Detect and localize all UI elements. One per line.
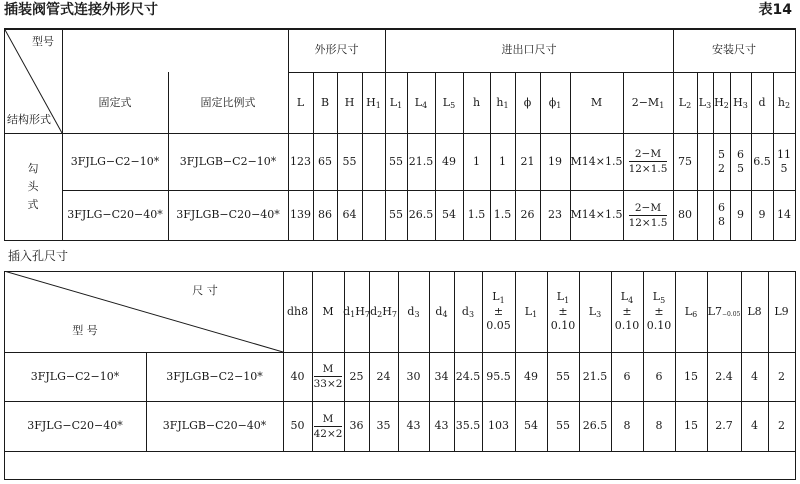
cell-H2: 5 2: [718, 147, 725, 175]
cell-d2H7: 24: [376, 369, 391, 383]
cell-d: 9: [758, 208, 766, 221]
cell-L4: 26.5: [408, 208, 434, 221]
cell-ratio-model: 3FJLGB−C20−40*: [176, 208, 280, 221]
header-H1: H 1: [366, 95, 381, 110]
cell-L8: 4: [751, 419, 758, 432]
header-L9: L9: [774, 304, 789, 318]
cell-L8: 4: [751, 369, 758, 383]
header-H: H: [344, 95, 355, 109]
header-d: d: [758, 95, 766, 109]
cell-fixed-model: 3FJLG−C20−40*: [27, 419, 123, 432]
cell-L1-tol-005: 95.5: [486, 369, 511, 383]
cell-M: M14×1.5: [570, 154, 623, 168]
cell-M: M14×1.5: [570, 208, 623, 221]
cell-L4: 6: [623, 369, 631, 383]
cell-L3: 21.5: [582, 369, 608, 383]
cell-L5: 54: [442, 208, 456, 221]
header-L1: L 1: [524, 304, 538, 319]
cell-M: $\frac{M}{42\times 2}$: [313, 412, 343, 440]
header-M: M: [322, 304, 334, 318]
header-2-M1: 2−M 1: [631, 95, 665, 110]
header-d4: d 4: [435, 304, 448, 319]
cell-L5: 6: [655, 369, 663, 383]
group-install-dims: 安装尺寸: [712, 43, 756, 56]
cell-ratio-model: 3FJLGB−C2−10*: [166, 369, 263, 383]
cell-h: 1.5: [467, 208, 486, 221]
header-L3: L 3: [698, 95, 712, 110]
header-dh8: dh8: [286, 304, 309, 318]
header-h1: h 1: [496, 95, 509, 110]
header-d2H7: d 2 H 7: [370, 304, 397, 319]
cell-h2: 11 5: [777, 147, 791, 175]
header-fixed-ratio-type: 固定比例式: [200, 95, 256, 109]
header-L6: L 6: [684, 304, 698, 319]
header-h2: h 2: [777, 95, 791, 110]
header-L1: L 1: [389, 95, 403, 110]
structure-type-hook: 勾 头 式: [27, 161, 39, 211]
cell-d4: 34: [434, 369, 449, 383]
header-d1H7: d 1 H 7: [343, 304, 370, 319]
cell-d1H7: 25: [349, 369, 364, 383]
cell-2-M1: $\frac{2-M}{12\times 1.5}$: [628, 201, 668, 229]
cell-phi1: 19: [548, 154, 562, 168]
page-title: 插装阀管式连接外形尺寸: [4, 2, 158, 18]
corner-diagonal: [4, 271, 283, 352]
cell-fixed-model: 3FJLG−C20−40*: [67, 208, 163, 221]
cell-L1-tol-010: 55: [556, 419, 570, 432]
cell-ratio-model: 3FJLGB−C2−10*: [179, 154, 277, 168]
cell-2-M1: $\frac{2-M}{12\times 1.5}$: [628, 148, 668, 175]
cell-L1-tol-005: 103: [488, 419, 509, 432]
cell-h1: 1: [499, 154, 506, 168]
cell-H3: 6 5: [737, 147, 744, 175]
cell-H: 55: [342, 154, 357, 168]
cell-phi: 26: [520, 208, 535, 221]
header-d5: d 3: [461, 304, 475, 319]
header-h: h: [472, 95, 481, 109]
cell-fixed-model: 3FJLG−C2−10*: [30, 369, 120, 383]
header-L2: L 2: [678, 95, 692, 110]
header-L1-tol-005: $L_1$ ± 0.05: [486, 290, 511, 332]
section-insert-hole-title: 插入孔尺寸: [8, 249, 69, 263]
cell-L7: 2.7: [715, 419, 733, 432]
cell-L5: 8: [655, 419, 663, 432]
cell-B: 65: [318, 154, 332, 168]
header-d3: d 3: [407, 304, 420, 319]
header-L8: L8: [747, 304, 762, 318]
cell-h2: 14: [777, 208, 791, 221]
corner-model-label: 型号: [32, 35, 54, 48]
cell-d5: 35.5: [455, 419, 481, 432]
table-number: 表14: [758, 2, 792, 18]
cell-L4: 8: [623, 419, 631, 432]
cell-d: 6.5: [753, 154, 771, 168]
cell-ratio-model: 3FJLGB−C20−40*: [162, 419, 267, 432]
header-L7: L7 −0.05: [707, 304, 741, 318]
header-L5: $L_5$ ± 0.10: [646, 290, 672, 332]
header-L: L: [296, 95, 305, 109]
header-L1-tol-010: $L_1$ ± 0.10: [550, 290, 576, 332]
header-M: M: [590, 95, 603, 109]
cell-L: 139: [290, 208, 311, 221]
cell-L1: 54: [524, 419, 538, 432]
cell-d2H7: 35: [376, 419, 391, 432]
header-H3: H 3: [733, 95, 748, 110]
corner-model-label: 型 号: [72, 324, 98, 337]
cell-L1: 55: [389, 154, 403, 168]
cell-dh8: 40: [290, 369, 305, 383]
header-B: B: [320, 95, 330, 109]
cell-d3: 43: [406, 419, 421, 432]
cell-d3: 30: [406, 369, 421, 383]
cell-H2: 6 8: [718, 201, 725, 228]
cell-L9: 2: [778, 369, 785, 383]
cell-H1: [362, 133, 385, 190]
header-H2: H 2: [714, 95, 729, 110]
cell-d5: 24.5: [455, 369, 481, 383]
header-phi: ϕ: [523, 95, 532, 109]
cell-H3: 9: [737, 208, 744, 221]
cell-L9: 2: [778, 419, 785, 432]
corner-structure-label: 结构形式: [7, 113, 51, 126]
cell-phi1: 23: [548, 208, 562, 221]
cell-L1: 49: [524, 369, 538, 383]
cell-B: 86: [318, 208, 332, 221]
header-L4: L 4: [414, 95, 428, 110]
cell-d1H7: 36: [349, 419, 364, 432]
cell-L3: 26.5: [582, 419, 608, 432]
group-outline-dims: 外形尺寸: [314, 43, 359, 56]
cell-fixed-model: 3FJLG−C2−10*: [70, 154, 160, 168]
cell-H1: [362, 190, 385, 240]
cell-d4: 43: [434, 419, 449, 432]
cell-L3: [697, 190, 713, 240]
cell-L4: 21.5: [408, 154, 434, 168]
group-port-dims: 进出口尺寸: [501, 43, 557, 56]
header-fixed-type: 固定式: [98, 95, 132, 109]
cell-h1: 1.5: [493, 208, 512, 221]
cell-L: 123: [290, 154, 311, 168]
header-phi1: ϕ 1: [548, 95, 562, 110]
cell-M: $\frac{M}{33\times 2}$: [313, 363, 343, 390]
cell-L1-tol-010: 55: [556, 369, 570, 383]
cell-h: 1: [473, 154, 480, 168]
cell-dh8: 50: [290, 419, 305, 432]
cell-H: 64: [342, 208, 357, 221]
header-L3: L 3: [588, 304, 602, 319]
cell-L5: 49: [442, 154, 456, 168]
cell-L7: 2.4: [715, 369, 733, 383]
header-L5: L 5: [442, 95, 456, 110]
cell-L6: 15: [684, 369, 698, 383]
cell-L6: 15: [684, 419, 698, 432]
cell-L3: [697, 133, 713, 190]
cell-L1: 55: [389, 208, 403, 221]
corner-dims-label: 尺 寸: [192, 284, 218, 297]
cell-L2: 75: [678, 154, 692, 168]
cell-phi: 21: [520, 154, 535, 168]
cell-L2: 80: [678, 208, 692, 221]
header-L4: $L_4$ ± 0.10: [614, 290, 640, 332]
